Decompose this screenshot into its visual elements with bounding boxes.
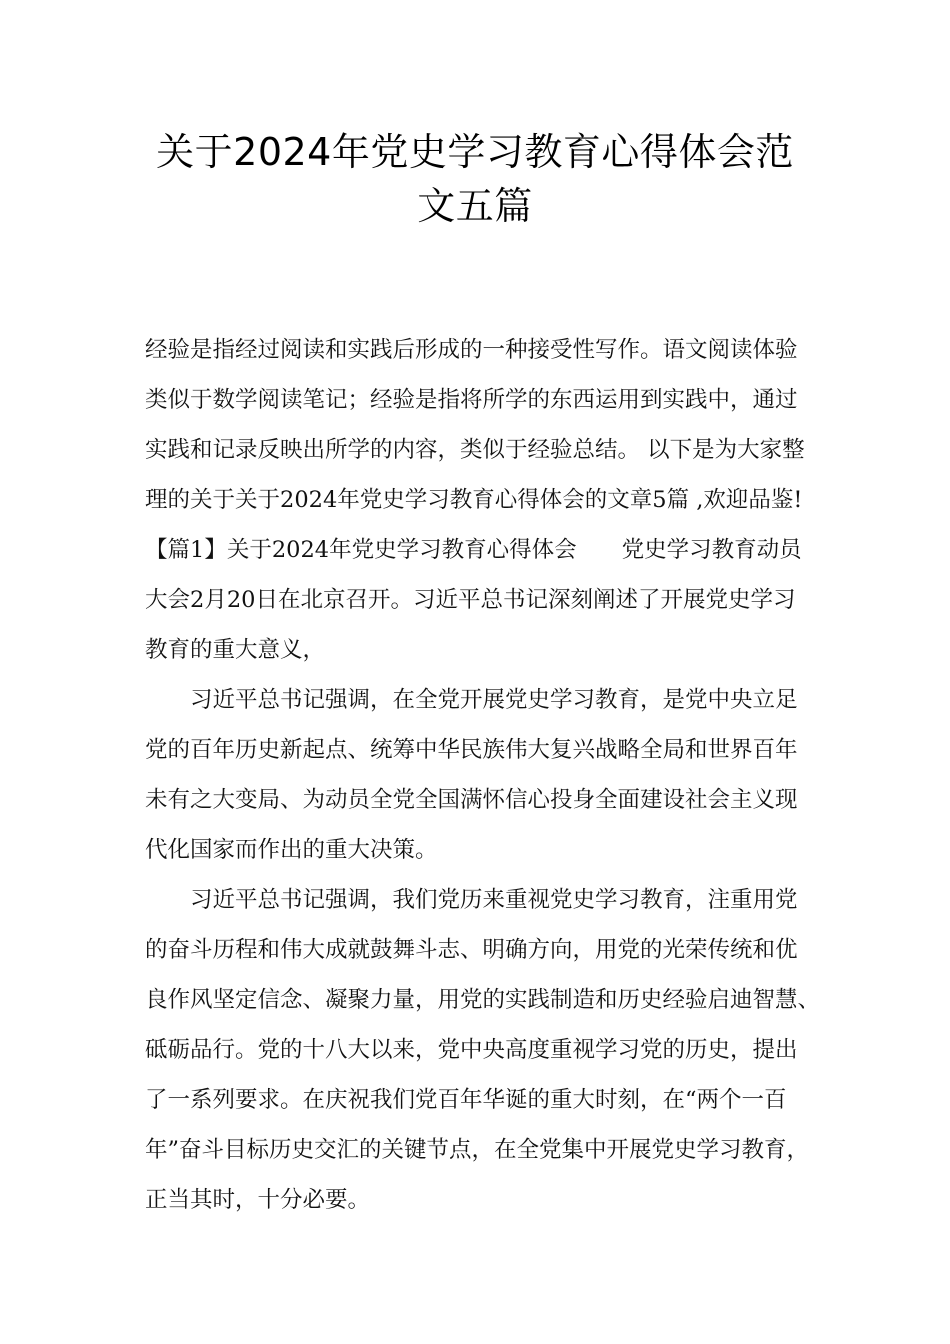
body-line-14: 良作风坚定信念、凝聚力量，用党的实践制造和历史经验启迪智慧、 <box>145 987 821 1013</box>
body-line-18: 正当其时，十分必要。 <box>145 1187 371 1213</box>
body-line-6: 大会2月20日在北京召开。习近平总书记深刻阐述了开展党史学习 <box>145 587 796 613</box>
document-title-line-1: 关于2024年党史学习教育心得体会范 <box>156 130 794 174</box>
body-line-3: 实践和记录反映出所学的内容，类似于经验总结。 以下是为大家整 <box>145 437 805 463</box>
body-line-11: 代化国家而作出的重大决策。 <box>145 837 438 863</box>
body-line-8: 习近平总书记强调，在全党开展党史学习教育，是党中央立足 <box>145 687 798 713</box>
body-line-4: 理的关于关于2024年党史学习教育心得体会的文章5篇 ,欢迎品鉴! <box>145 487 803 513</box>
body-line-13: 的奋斗历程和伟大成就鼓舞斗志、明确方向，用党的光荣传统和优 <box>145 937 798 963</box>
body-line-2: 类似于数学阅读笔记；经验是指将所学的东西运用到实践中，通过 <box>145 387 798 413</box>
body-line-5: 【篇1】关于2024年党史学习教育心得体会 党史学习教育动员 <box>145 537 802 563</box>
body-line-7: 教育的重大意义， <box>145 637 326 663</box>
body-line-10: 未有之大变局、为动员全党全国满怀信心投身全面建设社会主义现 <box>145 787 798 813</box>
body-line-17: 年”奋斗目标历史交汇的关键节点，在全党集中开展党史学习教育， <box>145 1137 810 1163</box>
body-line-15: 砥砺品行。党的十八大以来，党中央高度重视学习党的历史，提出 <box>145 1037 798 1063</box>
document-title-line-2: 文五篇 <box>417 184 533 228</box>
body-line-16: 了一系列要求。在庆祝我们党百年华诞的重大时刻，在“两个一百 <box>145 1087 787 1113</box>
body-line-1: 经验是指经过阅读和实践后形成的一种接受性写作。语文阅读体验 <box>145 337 798 363</box>
body-line-9: 党的百年历史新起点、统筹中华民族伟大复兴战略全局和世界百年 <box>145 737 798 763</box>
body-line-12: 习近平总书记强调，我们党历来重视党史学习教育，注重用党 <box>145 887 798 913</box>
